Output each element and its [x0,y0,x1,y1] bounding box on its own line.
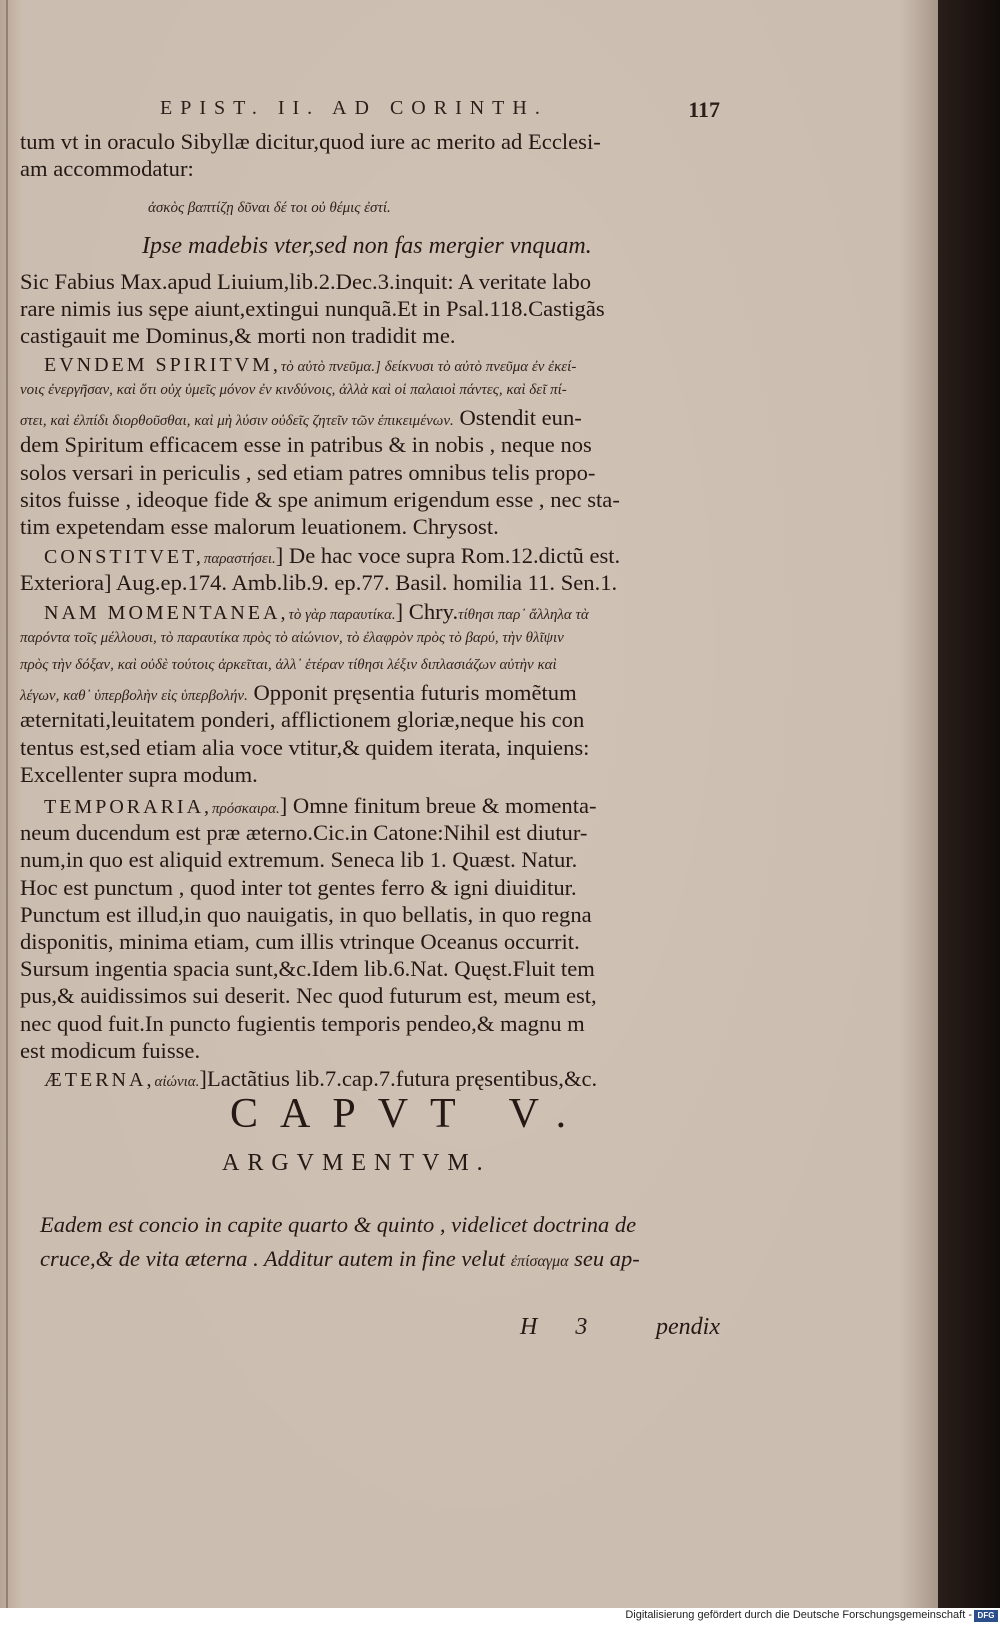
catchword: pendix [656,1314,720,1340]
latin-text: ] De hac voce supra Rom.12.dictũ est. [275,543,621,568]
text-line [20,1065,720,1092]
text-line: Eadem est concio in capite quarto & quinto , videlicet doctrina de [40,1212,637,1237]
lemma: EVNDEM SPIRITVM, [44,354,281,376]
greek-line: παρόντα τοῖς μέλλουσι, τὸ παραυτίκα πρὸς τὸ αἰώνιον, τὸ ἐλαφρὸν πρὸς τὸ βαρύ, τὴν θλῖψιν [20,630,564,647]
text-line: tentus est,sed etiam alia voce vtitur,& quidem iterata, inquiens: [20,734,590,760]
text-line: castigauit me Dominus,& morti non tradidit me. [20,323,456,349]
text-line: num,in quo est aliquid extremum. Seneca lib 1. Quæst. Natur. [20,847,578,873]
greek-text: λέγων, καθ᾽ ὑπερβολὴν εἰς ὑπερβολήν. [20,688,248,705]
credit-text: Digitalisierung gefördert durch die Deutsche Forschungsgemeinschaft - [625,1609,972,1621]
latin-text: Opponit pręsentia futuris momẽtum [253,680,577,706]
page-number: 117 [688,97,720,122]
paragraph-eundem-spiritum [20,350,720,540]
lemma: CONSTITVET, [44,546,204,568]
text-line: est modicum fuisse. [20,1037,201,1063]
latin-verse: Ipse madebis vter,sed non fas mergier vnquam. [142,233,592,259]
argumentum-heading: ARGVMENTVM. [222,1150,491,1176]
latin-text: Ostendit eun- [459,405,582,431]
text-line [20,679,720,706]
paragraph-nam-momentanea [20,598,720,788]
text-line: dem Spiritum efficacem esse in patribus & in nobis , neque nos [20,432,592,458]
lemma: TEMPORARIA, [44,796,213,818]
greek-text: τίθησι παρ᾽ ἄλληλα τὰ [458,607,589,623]
text-line: nec quod fuit.In puncto fugientis temporis pendeo,& magnu m [20,1010,585,1036]
lemma-greek: πρόσκαιρα. [212,801,280,817]
text-line: Excellenter supra modum. [20,761,258,787]
running-head: EPIST. II. AD CORINTH. [160,97,548,119]
text-line: pus,& auidissimos sui deserit. Nec quod futurum est, meum est, [20,983,597,1009]
text-line: Sursum ingentia spacia sunt,&c.Idem lib.6.Nat. Quęst.Fluit tem [20,956,595,982]
greek-verse: ἀσκὸς βαπτίζῃ δῦναι δέ τοι οὐ θέμις ἐστί. [148,200,391,216]
paragraph-temporaria [20,792,720,1064]
text-line [20,404,720,431]
page-header [160,97,720,125]
latin-text: ] Chry. [395,599,459,624]
latin-text: ] Omne finitum breue & momenta- [279,793,597,818]
lemma: ÆTERNA, [44,1069,155,1091]
text-line: Hoc est punctum , quod inter tot gentes ferro & igni diuiditur. [20,874,577,900]
paragraph-constituet [20,542,720,596]
text-line [20,350,720,377]
text-line: am accommodatur: [20,156,194,182]
text-line: sitos fuisse , ideoque fide & spe animum erigendum esse , nec sta- [20,486,620,512]
argumentum-text [40,1208,730,1276]
text-line [20,792,720,819]
paragraph-fabius [20,268,720,350]
text-line [20,542,720,569]
lemma-greek: αἰώνια. [154,1074,200,1090]
text-line: rare nimis ius sępe aiunt,extingui nunquã.Et in Psal.118.Castigãs [20,296,605,322]
greek-text: ἐπίσαγμα [510,1253,569,1270]
text-line: Punctum est illud,in quo nauigatis, in quo bellatis, in quo regna [20,901,592,927]
greek-line: πρὸς τὴν δόξαν, καὶ οὐδὲ τούτοις ἀρκεῖται, ἀλλ᾽ ἑτέραν τίθησι λέξιν διπλασιάζων αὐτὴν καὶ [20,657,557,674]
greek-line: νοις ἐνεργῆσαν, καὶ ὅτι οὐχ ὑμεῖς μόνον ἐν κινδύνοις, ἀλλὰ καὶ οἱ παλαιοὶ πάντες, καὶ δεῖ πί- [20,382,567,399]
text-line: disponitis, minima etiam, cum illis vtrinque Oceanus occurrit. [20,928,580,954]
text-line: Sic Fabius Max.apud Liuium,lib.2.Dec.3.inquit: A veritate labo [20,269,592,294]
greek-text: στει, καὶ ἐλπίδι διορθοῦσθαι, καὶ μὴ λύσιν οὐδεῖς ζητεῖν τῶν ἐπικειμένων. [20,413,454,430]
latin-text: cruce,& de vita æterna . Additur autem in fine velut [40,1246,506,1271]
latin-text: ]Lactãtius lib.7.cap.7.futura pręsentibus,&c. [199,1066,598,1091]
signature-mark [520,1314,587,1341]
paragraph-aeterna [20,1065,720,1092]
lemma-greek: παραστήσει. [203,551,276,567]
signature-letter: H [520,1314,538,1340]
dfg-logo-icon: DFG [974,1610,998,1622]
greek-text: ] δείκνυσι τὸ αὐτὸ πνεῦμα ἐν ἐκεί- [375,359,577,375]
text-line: Exteriora] Aug.ep.174. Amb.lib.9. ep.77. Basil. homilia 11. Sen.1. [20,570,618,596]
text-line: neum ducendum est præ æterno.Cic.in Catone:Nihil est diutur- [20,820,588,846]
chapter-heading: CAPVT V. [230,1091,589,1137]
lemma-greek: τὸ γὰρ παραυτίκα. [288,607,396,623]
digitization-credit-bar [0,1608,1000,1625]
intro-paragraph [20,128,720,182]
lemma-greek: τὸ αὐτὸ πνεῦμα. [280,359,376,375]
text-line: tum vt in oraculo Sibyllæ dicitur,quod iure ac merito ad Ecclesi- [20,129,601,154]
text-line: solos versari in periculis , sed etiam patres omnibus telis propo- [20,459,596,485]
latin-text: seu ap- [574,1246,640,1271]
lemma: NAM MOMENTANEA, [44,602,289,624]
page-edge-shadow [938,0,1000,1608]
text-line: æternitati,leuitatem ponderi, afflictionem gloriæ,neque his con [20,707,585,733]
signature-number: 3 [575,1314,588,1340]
text-line: tim expetendam esse malorum leuationem. Chrysost. [20,513,499,539]
text-line [20,598,720,625]
text-line [40,1242,730,1276]
gutter-shadow [6,0,8,1608]
